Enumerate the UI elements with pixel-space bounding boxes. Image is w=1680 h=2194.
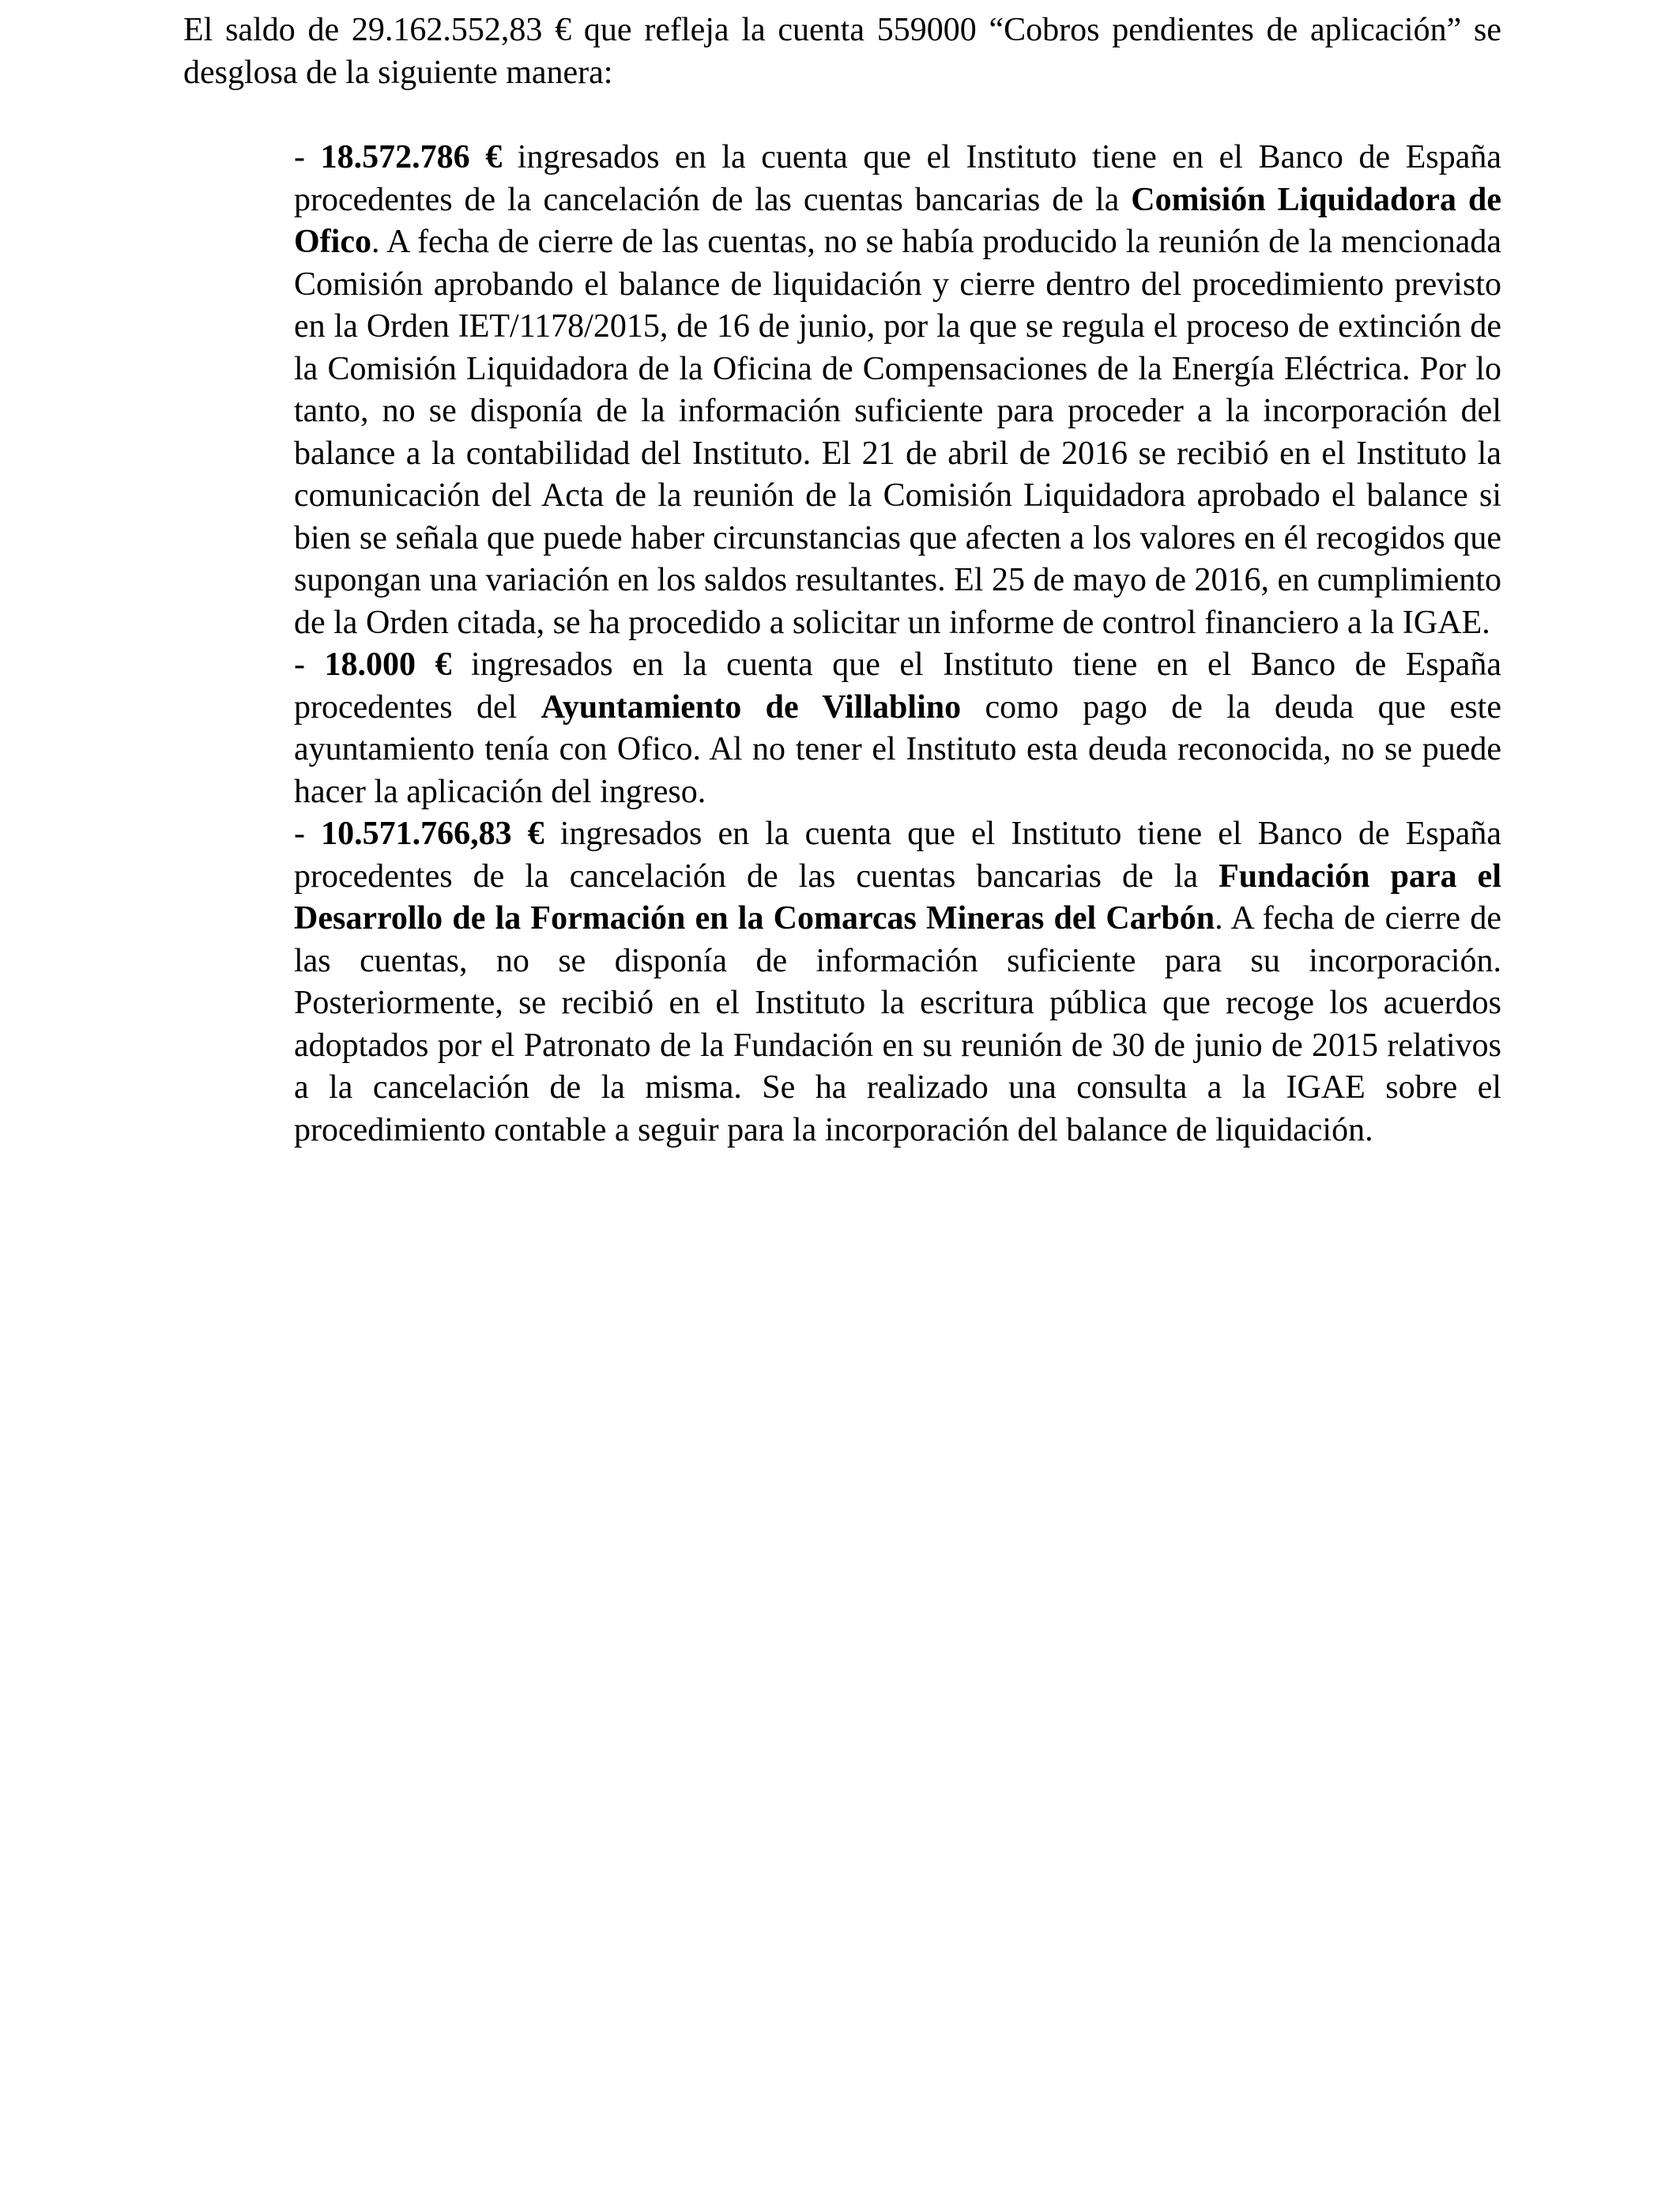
item-amount: 10.571.766,83 € [321,816,544,852]
item-text: . A fecha de cierre de las cuentas, no se disponía de información suficiente para su incorporación. Posteriormente, se recibió en el Instituto la escritura pública que recoge los acuerdos adoptados por el Patronato de la Fundación en su reunión de 30 de junio de 2015 relativos a la cancelación de la misma. Se ha realizado una consulta a la IGAE sobre el procedimiento contable a seguir para la incorporación del balance de liquidación. [294,900,1501,1148]
item-amount: 18.572.786 € [320,139,503,175]
item-text: ingresados en la cuenta que el Instituto tiene el Banco de España procedentes de la cancelación de las cuentas bancarias de la [294,816,1501,895]
item-amount: 18.000 € [324,647,452,683]
item-entity: Fundación para el Desarrollo de la Formación en la Comarcas Mineras del Carbón [294,858,1501,937]
intro-paragraph: El saldo de 29.162.552,83 € que refleja la cuenta 559000 “Cobros pendientes de aplicación” se desglosa de la siguiente manera: [183,12,1501,91]
item-text: . A fecha de cierre de las cuentas, no se había producido la reunión de la mencionada Comisión aprobando el balance de liquidación y cierre dentro del procedimiento previsto en la Orden IET/1178/2015, de 16 de junio, por la que se regula el proceso de extinción de la Comisión Liquidadora de la Oficina de Compensaciones de la Energía Eléctrica. Por lo tanto, no se disponía de la información suficiente para proceder a la incorporación del balance a la contabilidad del Instituto. El 21 de abril de 2016 se recibió en el Instituto la comunicación del Acta de la reunión de la Comisión Liquidadora aprobado el balance si bien se señala que puede haber circunstancias que afecten a los valores en él recogidos que supongan una variación en los saldos resultantes. El 25 de mayo de 2016, en cumplimiento de la Orden citada, se ha procedido a solicitar un informe de control financiero a la IGAE. [294,224,1501,641]
list-item [294,813,1501,1152]
list-dash: - [294,816,322,852]
item-text: ingresados en la cuenta que el Instituto tiene en el Banco de España procedentes de la cancelación de las cuentas bancarias de la [294,139,1501,218]
item-text: ingresados en la cuenta que el Instituto tiene en el Banco de España procedentes del [294,647,1501,726]
item-entity: Ayuntamiento de Villablino [541,688,962,726]
item-entity: Comisión Liquidadora de Ofico [294,181,1501,260]
list-dash: - [294,139,321,175]
list-dash: - [294,647,325,683]
breakdown-list [294,137,1501,1152]
item-text: como pago de la deuda que este ayuntamiento tenía con Ofico. Al no tener el Instituto esta deuda reconocida, no se puede hacer la aplicación del ingreso. [294,688,1501,810]
list-item [294,137,1501,644]
list-item [294,644,1501,813]
